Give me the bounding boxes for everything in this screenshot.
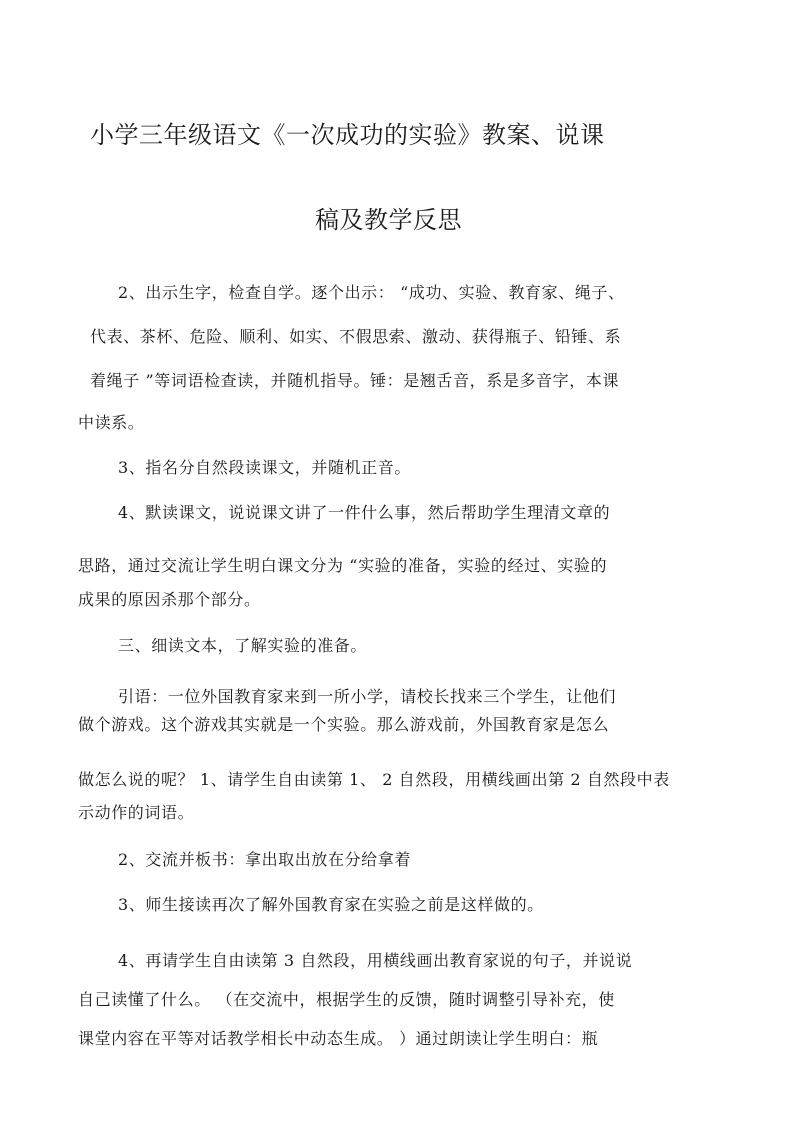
paragraph-line: 3、指名分自然段读课文，并随机正音。 — [118, 458, 411, 477]
document-title-line-2: 稿及教学反思 — [315, 206, 462, 234]
paragraph-line: 做个游戏。这个游戏其实就是一个实验。那么游戏前，外国教育家是怎么 — [78, 715, 610, 734]
document-title-line-1: 小学三年级语文《一次成功的实验》教案、说课 — [90, 121, 605, 149]
paragraph-line: 2、交流并板书：拿出取出放在分给拿着 — [118, 850, 411, 869]
paragraph-line: 自己读懂了什么。 （在交流中，根据学生的反馈，随时调整引导补充，使 — [78, 990, 615, 1009]
paragraph-line: 做怎么说的呢？ 1、请学生自由读第 1、 2 自然段，用横线画出第 2 自然段中表 — [78, 770, 670, 789]
paragraph-line: 4、默读课文，说说课文讲了一件什么事，然后帮助学生理清文章的 — [118, 503, 611, 522]
paragraph-line: 3、师生接读再次了解外国教育家在实验之前是这样做的。 — [118, 895, 544, 914]
paragraph-line: 成果的原因杀那个部分。 — [78, 590, 261, 609]
paragraph-line: 4、再请学生自由读第 3 自然段，用横线画出教育家说的句子，并说说 — [118, 951, 633, 970]
paragraph-line: 代表、茶杯、危险、顺利、如实、不假思索、激动、获得瓶子、铅锤、系 — [90, 327, 622, 346]
paragraph-line: 思路，通过交流让学生明白课文分为 “实验的准备，实验的经过、实验的 — [78, 556, 608, 575]
paragraph-line: 示动作的词语。 — [78, 803, 195, 822]
section-heading: 三、细读文本，了解实验的准备。 — [118, 636, 368, 655]
paragraph-line: 引语：一位外国教育家来到一所小学，请校长找来三个学生，让他们 — [118, 687, 617, 706]
paragraph-line: 课堂内容在平等对话教学相长中动态生成。 ）通过朗读让学生明白：瓶 — [78, 1029, 599, 1048]
paragraph-line: 2、出示生字，检查自学。逐个出示： “成功、实验、教育家、绳子、 — [118, 283, 625, 302]
paragraph-line: 着绳子 ”等词语检查读，并随机指导。锤：是翘舌音，系是多音字，本课 — [90, 371, 620, 390]
paragraph-line: 中读系。 — [78, 413, 145, 432]
